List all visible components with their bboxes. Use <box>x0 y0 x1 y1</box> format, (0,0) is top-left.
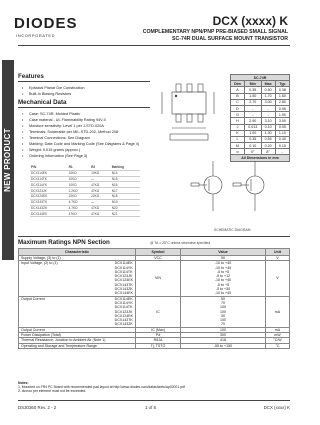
ratings-unit: V <box>266 261 290 296</box>
ratings-unit: °C/W <box>266 338 290 343</box>
marking-table-cell: R1 <box>68 165 90 170</box>
features-list <box>22 85 142 97</box>
ratings-symbol: IC (Max) <box>136 327 181 332</box>
rating-value: 50 <box>221 296 225 301</box>
rating-value: 100 <box>220 327 226 332</box>
ratings-symbol: VCC <box>136 256 181 261</box>
marking-table-cell: DCX143TK <box>30 199 68 205</box>
package-table-cell: 0.95 <box>275 105 289 111</box>
features-divider <box>18 81 150 82</box>
sidebar-label: NEW PRODUCT <box>3 128 12 192</box>
mechanical-heading: Mechanical Data <box>18 99 67 106</box>
notes-block <box>18 381 288 393</box>
mechanical-list <box>22 111 142 159</box>
marking-table-cell: N20 <box>111 205 140 211</box>
characteristic-label: Thermal Resistance, Junction to Ambient Air (Note 1) <box>21 338 106 343</box>
package-table-header: Min <box>244 81 261 87</box>
ratings-value <box>181 296 266 327</box>
part-number: DCX124EK <box>114 313 133 318</box>
package-table-cell: B <box>231 93 245 99</box>
part-number: DCX114EK <box>114 261 133 266</box>
package-table-cell: - <box>261 112 275 118</box>
package-table-cell: - <box>244 105 261 111</box>
characteristic-label: Power Dissipation (Total) <box>21 333 61 338</box>
ratings-divider <box>18 236 290 237</box>
characteristic-label: Input Voltage, (2) to (1) <box>21 261 58 266</box>
marking-table-cell: 47KΩ <box>90 188 111 194</box>
ratings-unit: mA <box>266 296 290 327</box>
package-table-cell: 0.10 <box>261 124 275 130</box>
feature-item: • Epitaxial Planar Die Construction <box>22 85 142 91</box>
mechanical-item: • Terminal Connections: See Diagram <box>22 135 142 141</box>
package-table-cell: 0.15 <box>275 143 289 149</box>
marking-table-cell: N21 <box>111 211 140 217</box>
package-lead <box>176 84 181 92</box>
package-table-cell: α <box>231 149 245 155</box>
marking-table-cell: DCX114EK <box>30 170 68 176</box>
package-lead <box>187 84 192 92</box>
package-table-cell: C <box>231 99 245 105</box>
rating-value: -10 to +40 <box>214 261 232 266</box>
package-table-cell: 0.20 <box>261 143 275 149</box>
package-table-cell: D <box>231 105 245 111</box>
new-product-sidebar <box>2 60 14 260</box>
package-table-cell: 1.90 <box>275 112 289 118</box>
rating-value: 416 <box>220 338 226 343</box>
package-lead <box>176 114 181 122</box>
footer-doc-id: DS30360 Rev. 2 - 2 <box>18 405 57 410</box>
mechanical-item: • Weight: 0.015 grams (approx.) <box>22 147 142 153</box>
rating-value: 50 <box>221 256 225 260</box>
rating-value: -5 to +5 <box>216 269 230 274</box>
part-number: DCX114TK <box>114 305 133 310</box>
marking-table-cell: 22KΩ <box>68 193 90 199</box>
part-number: DCX143TK <box>114 318 133 323</box>
marking-table-cell: DCX144EK <box>30 211 68 217</box>
schematic-diagram <box>185 155 290 225</box>
marking-table-cell: P/N <box>30 165 68 170</box>
mechanical-item: • Terminals: Solderable per MIL-STD-202, Method 208 <box>22 129 142 135</box>
characteristic-label: Supply Voltage, (3) to (1) <box>21 256 61 261</box>
ratings-unit: mA <box>266 327 290 332</box>
marking-table-cell: 10KΩ <box>90 170 111 176</box>
rating-value: 100 <box>220 309 226 314</box>
package-table-cell: 3.10 <box>261 118 275 124</box>
package-table-cell: 8° <box>261 149 275 155</box>
mechanical-divider <box>18 107 150 108</box>
package-table-cell: - <box>244 112 261 118</box>
marking-table-cell: 10KΩ <box>68 170 90 176</box>
rating-value: -10 to +40 <box>214 291 232 296</box>
marking-table-cell: DCX123JK <box>30 188 68 194</box>
ratings-symbol: RθJA <box>136 338 181 343</box>
ratings-unit: °C <box>266 343 290 348</box>
part-number-list <box>115 297 133 327</box>
package-table-cell: - <box>275 149 289 155</box>
ratings-unit: V <box>266 256 290 261</box>
package-lead <box>187 114 192 122</box>
note-item: 1. Mounted on FR4 PC Board with recommended pad layout at http://www.diodes.com/datasheets/ap02001.pdf <box>18 385 185 389</box>
rating-value: -10 to +40 <box>214 278 232 283</box>
package-table-cell: J <box>231 124 245 130</box>
package-table-cell: 2.80 <box>275 99 289 105</box>
package-dimension-table <box>230 74 290 162</box>
part-number: DCX114TK <box>114 269 133 274</box>
marking-table-cell: 4.7KΩ <box>68 199 90 205</box>
max-ratings-table <box>18 248 290 349</box>
ratings-row <box>19 343 290 348</box>
package-table-cell: 1.10 <box>275 130 289 136</box>
part-number: DCX143ZK <box>114 322 133 327</box>
resistor-symbol <box>233 183 241 186</box>
schematic-caption: SCHEMATIC DIAGRAM <box>214 228 251 232</box>
marking-table-cell: 47KΩ <box>90 211 111 217</box>
rating-value: -5 to +5 <box>216 282 230 287</box>
pin1-marker <box>175 95 177 97</box>
rating-value: 30 <box>221 313 225 318</box>
ratings-condition-note: @ TA = 25°C unless otherwise specified <box>150 241 211 245</box>
marking-table-cell: DCX143ZK <box>30 205 68 211</box>
ratings-symbol: IC <box>136 296 181 327</box>
rating-value: 100 <box>220 318 226 323</box>
marking-table-cell: N16 <box>111 182 140 188</box>
part-number: DCX114EK <box>114 296 133 301</box>
package-lead <box>198 114 203 122</box>
marking-table-cell: DCX114TK <box>30 176 68 182</box>
package-table-cell: 1.70 <box>261 93 275 99</box>
rating-value: 70 <box>221 300 225 305</box>
ratings-header: Unit <box>266 249 290 256</box>
characteristic-label: Operating and Storage and Temperature Range <box>21 343 98 348</box>
ratings-characteristic <box>19 343 136 348</box>
ratings-value <box>181 343 266 348</box>
package-table-cell: L <box>231 136 245 142</box>
marking-table-row <box>30 211 140 217</box>
marking-table-cell: 22KΩ <box>90 193 111 199</box>
package-table-header: Max <box>261 81 275 87</box>
rating-value: -5 to +30 <box>215 287 231 292</box>
marking-table-cell: 10KΩ <box>68 182 90 188</box>
rating-value: -55 to +150 <box>213 343 233 348</box>
marking-table-cell: N15 <box>111 176 140 182</box>
marking-table-cell: N14 <box>111 170 140 176</box>
package-table-header: Dim <box>231 81 245 87</box>
package-table-cell: A <box>231 87 245 93</box>
package-table-cell: 0.55 <box>261 136 275 142</box>
header-divider <box>18 45 290 46</box>
characteristic-label: Output Current <box>21 296 45 301</box>
package-table-cell: H <box>231 118 245 124</box>
package-table-cell: 0.38 <box>275 87 289 93</box>
mechanical-item: • Moisture sensitivity: Level 1 per J-STD-020A <box>22 123 142 129</box>
package-lead <box>198 84 203 92</box>
rating-value: 70 <box>221 322 225 327</box>
marking-table-cell: 4.7KΩ <box>68 205 90 211</box>
rating-value: -5 to +12 <box>215 274 231 279</box>
mechanical-item: • Marking: Date Code and Marking Code (See Diagrams & Page 4) <box>22 141 142 147</box>
footer-page-number: 1 of 8 <box>145 405 156 410</box>
ratings-symbol: VIN <box>136 261 181 296</box>
part-number: DCX143ZK <box>114 287 133 292</box>
package-table-cell: 0.35 <box>244 136 261 142</box>
part-number: DCX114YK <box>114 265 133 270</box>
marking-table-cell: — <box>90 176 111 182</box>
package-table-cell: K <box>231 130 245 136</box>
package-table-cell: 3.00 <box>275 118 289 124</box>
part-number: DCX114YK <box>114 300 133 305</box>
package-table-cell: 2.70 <box>244 99 261 105</box>
package-table-cell: 1.50 <box>244 93 261 99</box>
package-table-cell: 3.00 <box>261 99 275 105</box>
package-table-cell: 1.60 <box>275 93 289 99</box>
rating-value: 100 <box>220 305 226 310</box>
marking-table-cell: Marking <box>111 165 140 170</box>
marking-table-cell: N17 <box>111 188 140 194</box>
features-heading: Features <box>18 73 44 80</box>
part-number: DCX144EK <box>114 291 133 296</box>
ratings-unit: mW <box>266 333 290 338</box>
marking-table-cell: N19 <box>111 199 140 205</box>
characteristic-label: Output Current <box>21 327 45 332</box>
package-table-cell: 0.05 <box>275 124 289 130</box>
package-table-cell: 0.013 <box>244 124 261 130</box>
marking-table <box>30 165 140 217</box>
mechanical-item: • Case material - UL Flammability Rating 94V-0 <box>22 117 142 123</box>
ratings-symbol: Pd <box>136 333 181 338</box>
resistor-symbol <box>191 183 199 186</box>
package-table-cell: 1.30 <box>261 130 275 136</box>
package-table-cell: 0.10 <box>244 143 261 149</box>
package-table-cell: 1.00 <box>244 130 261 136</box>
package-body <box>172 92 206 114</box>
package-table-cell: 2.90 <box>244 118 261 124</box>
marking-table-cell: 47KΩ <box>90 205 111 211</box>
package-side-view <box>170 134 208 140</box>
subtitle-line-1: COMPLEMENTARY NPN/PNP PRE-BIASED SMALL SIGNAL <box>142 29 288 35</box>
ratings-row <box>19 296 290 327</box>
ratings-symbol: Tj, TSTG <box>136 343 181 348</box>
note-item: 2. dcxxxx per element must not be exceeded. <box>18 389 87 393</box>
ratings-heading: Maximum Ratings NPN Section <box>18 239 110 246</box>
marking-table-cell: — <box>90 199 111 205</box>
package-table-cell: 0.40 <box>275 136 289 142</box>
marking-table-cell: 2.2KΩ <box>68 188 90 194</box>
marking-table-cell: R2 <box>90 165 111 170</box>
logo-text: DIODES <box>14 15 78 32</box>
ratings-value <box>181 261 266 296</box>
part-number: DCX123JK <box>114 274 133 279</box>
ratings-characteristic <box>19 296 136 327</box>
package-table-footer: All Dimensions in mm <box>231 155 290 161</box>
marking-table-cell: DCX124EK <box>30 193 68 199</box>
rating-value: -10 to +40 <box>214 265 232 270</box>
marking-table-cell: N18 <box>111 193 140 199</box>
rating-value: 300 <box>220 333 226 338</box>
package-table-cell: 0.35 <box>244 87 261 93</box>
ratings-header: Value <box>181 249 266 256</box>
diodes-logo <box>14 15 78 32</box>
package-table-cell: 0.50 <box>261 87 275 93</box>
package-table-title: SC-74R <box>231 75 290 81</box>
part-title: DCX (xxxx) K <box>212 14 288 28</box>
marking-table-cell: 47KΩ <box>90 182 111 188</box>
package-table-cell: G <box>231 112 245 118</box>
part-number: DCX124EK <box>114 278 133 283</box>
marking-table-cell: 10KΩ <box>68 176 90 182</box>
mechanical-item: • Case: SC-74R, Molded Plastic <box>22 111 142 117</box>
ratings-row <box>19 261 290 296</box>
part-number: DCX123JK <box>114 309 133 314</box>
part-number-list <box>115 261 133 295</box>
package-outline-drawing <box>152 76 228 146</box>
marking-table-cell: DCX114YK <box>30 182 68 188</box>
package-table-cell: 0° <box>244 149 261 155</box>
footer-divider <box>18 400 290 401</box>
ratings-characteristic <box>19 261 136 296</box>
subtitle-line-2: SC-74R DUAL SURFACE MOUNT TRANSISTOR <box>172 36 288 42</box>
mechanical-item: • Ordering Information (See Page 3) <box>22 153 142 159</box>
ratings-header: Symbol <box>136 249 181 256</box>
notes-label: Notes: <box>18 381 29 385</box>
marking-table-cell: 47KΩ <box>68 211 90 217</box>
package-table-header: Typ <box>275 81 289 87</box>
package-table-cell: - <box>261 105 275 111</box>
part-number: DCX143TK <box>114 282 133 287</box>
footer-part-number: DCX (xxxx) K <box>263 405 290 410</box>
package-table-cell: M <box>231 143 245 149</box>
logo-subtext: INCORPORATED <box>16 33 56 38</box>
ratings-header: Characteristic <box>19 249 136 256</box>
feature-item: • Built-In Biasing Resistors <box>22 91 142 97</box>
